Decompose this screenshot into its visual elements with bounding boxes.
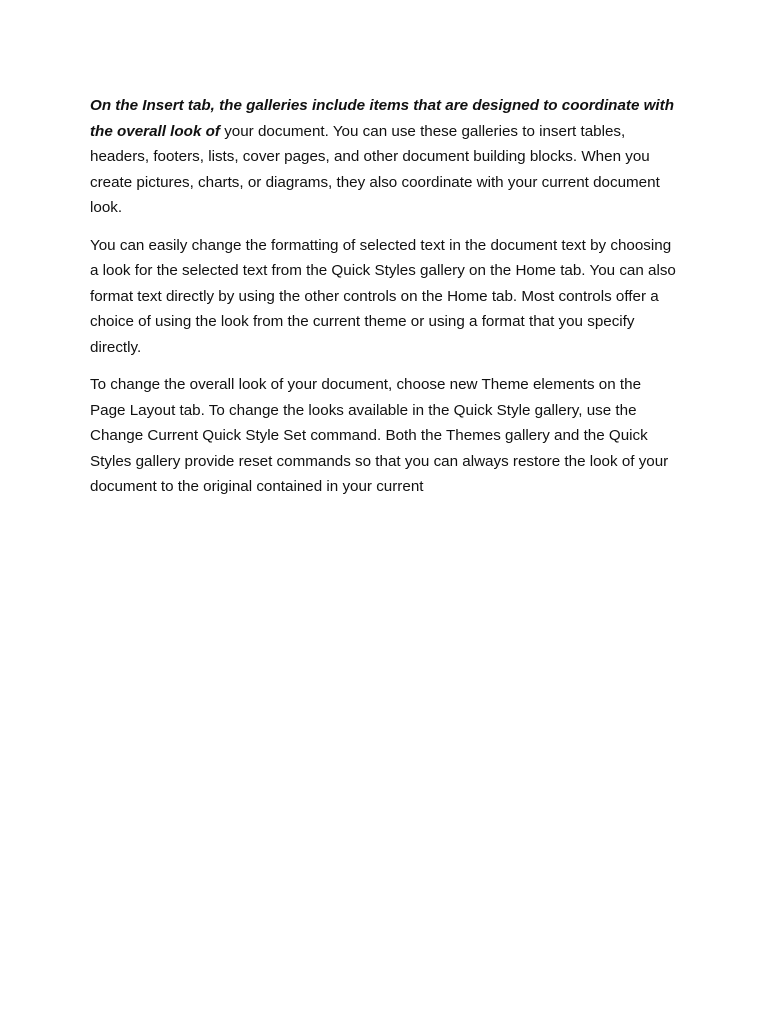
paragraph-1-text: your document. You can use these galleries to insert tables, headers, footers, lists, cover pages, and other document building blocks. When you create pictures, charts, or diagrams, they also coordinate with your current document look.	[90, 122, 660, 216]
paragraph-2: You can easily change the formatting of selected text in the document text by choosing a look for the selected text from the Quick Styles gallery on the Home tab. You can also format text directly by using the other controls on the Home tab. Most controls offer a choice of using the look from the current theme or using a format that you specify directly.	[90, 236, 676, 356]
paragraph-1-emphasis: On the Insert tab, the galleries include items that are designed to coordinate with the overall look of	[90, 97, 674, 140]
document-body	[90, 93, 678, 512]
paragraph-1	[90, 93, 678, 221]
paragraph-3: To change the overall look of your document, choose new Theme elements on the Page Layout tab. To change the looks available in the Quick Style gallery, use the Change Current Quick Style Set command. Both the Themes gallery and the Quick Styles gallery provide reset commands so that you can always restore the look of your document to the original contained in your current	[90, 376, 669, 495]
